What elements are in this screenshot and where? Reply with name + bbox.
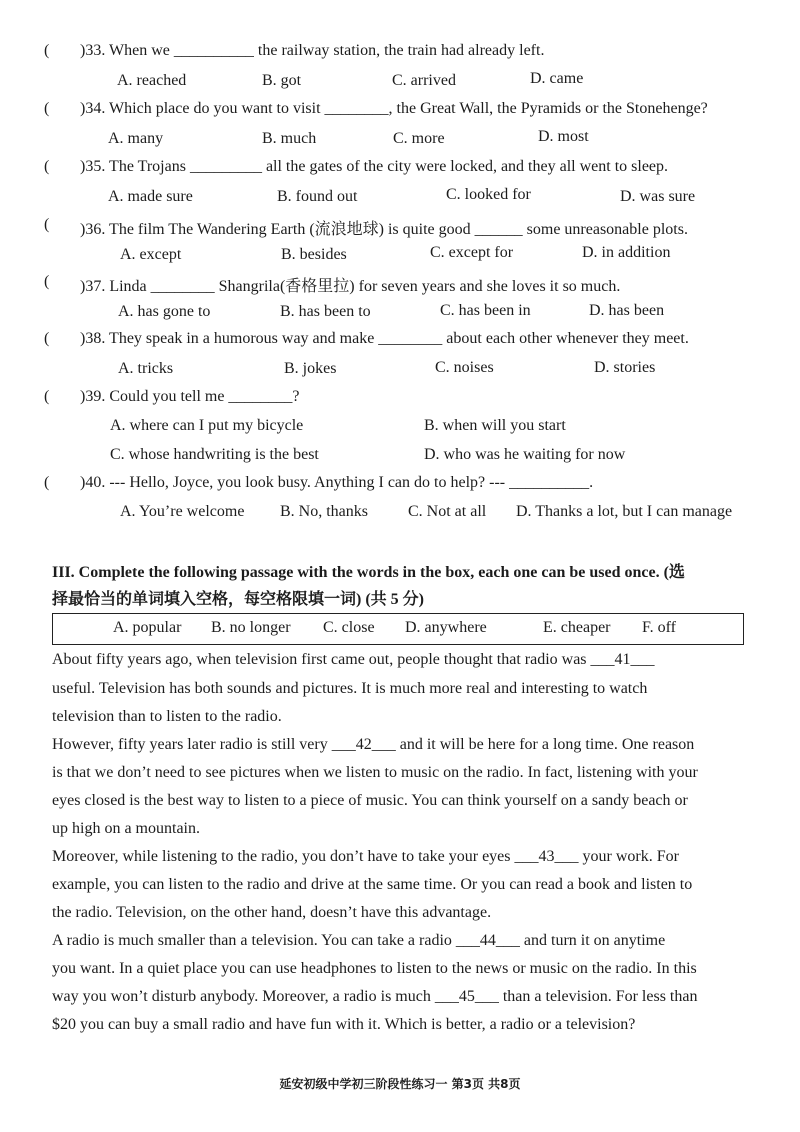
option-a: A. where can I put my bicycle xyxy=(110,417,304,434)
option-c: C. has been in xyxy=(440,302,531,319)
word-option-a: A. popular xyxy=(113,619,182,636)
passage-line: useful. Television has both sounds and pictures. It is much more real and interesting to watch xyxy=(52,680,648,697)
option-c: C. Not at all xyxy=(408,503,487,520)
option-d: D. in addition xyxy=(582,244,671,261)
option-b: B. No, thanks xyxy=(280,503,368,520)
option-c: C. whose handwriting is the best xyxy=(110,446,319,463)
question-33 xyxy=(0,42,800,72)
answer-paren[interactable]: ( xyxy=(44,100,50,117)
word-option-d: D. anywhere xyxy=(405,619,487,636)
option-b: B. besides xyxy=(281,246,347,263)
option-d: D. who was he waiting for now xyxy=(424,446,626,463)
passage-line: way you won’t disturb anybody. Moreover, a radio is much ___45___ than a television. For less than xyxy=(52,988,698,1005)
question-text: )35. The Trojans _________ all the gates of the city were locked, and they all went to sleep. xyxy=(80,158,669,175)
option-a: A. tricks xyxy=(118,360,174,377)
question-39 xyxy=(0,388,800,418)
option-c: C. noises xyxy=(435,359,494,376)
answer-paren[interactable]: ( xyxy=(44,42,50,59)
passage-line: $20 you can buy a small radio and have fun with it. Which is better, a radio or a television? xyxy=(52,1016,636,1033)
passage-line: television than to listen to the radio. xyxy=(52,708,282,725)
answer-paren[interactable]: ( xyxy=(44,158,50,175)
word-option-c: C. close xyxy=(323,619,375,636)
option-c: C. looked for xyxy=(446,186,531,203)
option-a: A. reached xyxy=(117,72,187,89)
word-option-b: B. no longer xyxy=(211,619,291,636)
option-b: B. much xyxy=(262,130,317,147)
option-b: B. jokes xyxy=(284,360,337,377)
passage-line: is that we don’t need to see pictures when we listen to music on the radio. In fact, listening with your xyxy=(52,764,698,781)
word-option-e: E. cheaper xyxy=(543,619,611,636)
option-d: D. stories xyxy=(594,359,656,376)
option-d: D. came xyxy=(530,70,584,87)
option-a: A. You’re welcome xyxy=(120,503,245,520)
passage-line: the radio. Television, on the other hand, doesn’t have this advantage. xyxy=(52,904,492,921)
option-d: D. most xyxy=(538,128,589,145)
passage-line: Moreover, while listening to the radio, you don’t have to take your eyes ___43___ your work. For xyxy=(52,848,679,865)
option-d: D. has been xyxy=(589,302,665,319)
question-35 xyxy=(0,158,800,188)
section-3-title-line2: 择最恰当的单词填入空格，每空格限填一词) (共 5 分) xyxy=(52,591,424,608)
question-34 xyxy=(0,100,800,130)
option-c: C. more xyxy=(393,130,445,147)
word-option-f: F. off xyxy=(642,619,676,636)
passage-line: up high on a mountain. xyxy=(52,820,200,837)
passage-line: About fifty years ago, when television first came out, people thought that radio was ___41___ xyxy=(52,651,655,668)
option-a: A. except xyxy=(120,246,182,263)
option-a: A. many xyxy=(108,130,164,147)
answer-paren[interactable]: ( xyxy=(44,273,50,290)
passage-line: eyes closed is the best way to listen to a piece of music. You can think yourself on a sandy beach or xyxy=(52,792,688,809)
option-c: C. except for xyxy=(430,244,514,261)
question-38 xyxy=(0,330,800,360)
question-37 xyxy=(0,273,800,303)
option-d: D. Thanks a lot, but I can manage xyxy=(516,503,733,520)
page-footer: 延安初级中学初三阶段性练习一 第3页 共8页 xyxy=(279,1077,521,1091)
question-36 xyxy=(0,216,800,246)
question-text: )33. When we __________ the railway station, the train had already left. xyxy=(80,42,545,59)
question-text: )40. --- Hello, Joyce, you look busy. Anything I can do to help? --- __________. xyxy=(80,474,594,491)
passage-line: A radio is much smaller than a television. You can take a radio ___44___ and turn it on anytime xyxy=(52,932,666,949)
question-text: )36. The film The Wandering Earth (流浪地球) is quite good ______ some unreasonable plots. xyxy=(80,221,688,238)
passage-line: you want. In a quiet place you can use headphones to listen to the news or music on the radio. In this xyxy=(52,960,697,977)
option-a: A. made sure xyxy=(108,188,193,205)
option-a: A. has gone to xyxy=(118,303,211,320)
word-box xyxy=(52,613,744,645)
answer-paren[interactable]: ( xyxy=(44,388,50,405)
question-text: )38. They speak in a humorous way and make ________ about each other whenever they meet. xyxy=(80,330,689,347)
option-b: B. has been to xyxy=(280,303,371,320)
answer-paren[interactable]: ( xyxy=(44,474,50,491)
option-c: C. arrived xyxy=(392,72,456,89)
passage-line: However, fifty years later radio is still very ___42___ and it will be here for a long time. One reason xyxy=(52,736,695,753)
passage-line: example, you can listen to the radio and drive at the same time. Or you can read a book and listen to xyxy=(52,876,693,893)
question-text: )34. Which place do you want to visit ________, the Great Wall, the Pyramids or the Stonehenge? xyxy=(80,100,708,117)
option-d: D. was sure xyxy=(620,188,696,205)
section-3-title-line1: III. Complete the following passage with the words in the box, each one can be used once. (选 xyxy=(52,564,685,581)
answer-paren[interactable]: ( xyxy=(44,330,50,347)
answer-paren[interactable]: ( xyxy=(44,216,50,233)
option-b: B. got xyxy=(262,72,302,89)
question-text: )39. Could you tell me ________? xyxy=(80,388,300,405)
option-b: B. found out xyxy=(277,188,358,205)
option-b: B. when will you start xyxy=(424,417,566,434)
question-40 xyxy=(0,474,800,504)
question-text: )37. Linda ________ Shangrila(香格里拉) for seven years and she loves it so much. xyxy=(80,278,621,295)
